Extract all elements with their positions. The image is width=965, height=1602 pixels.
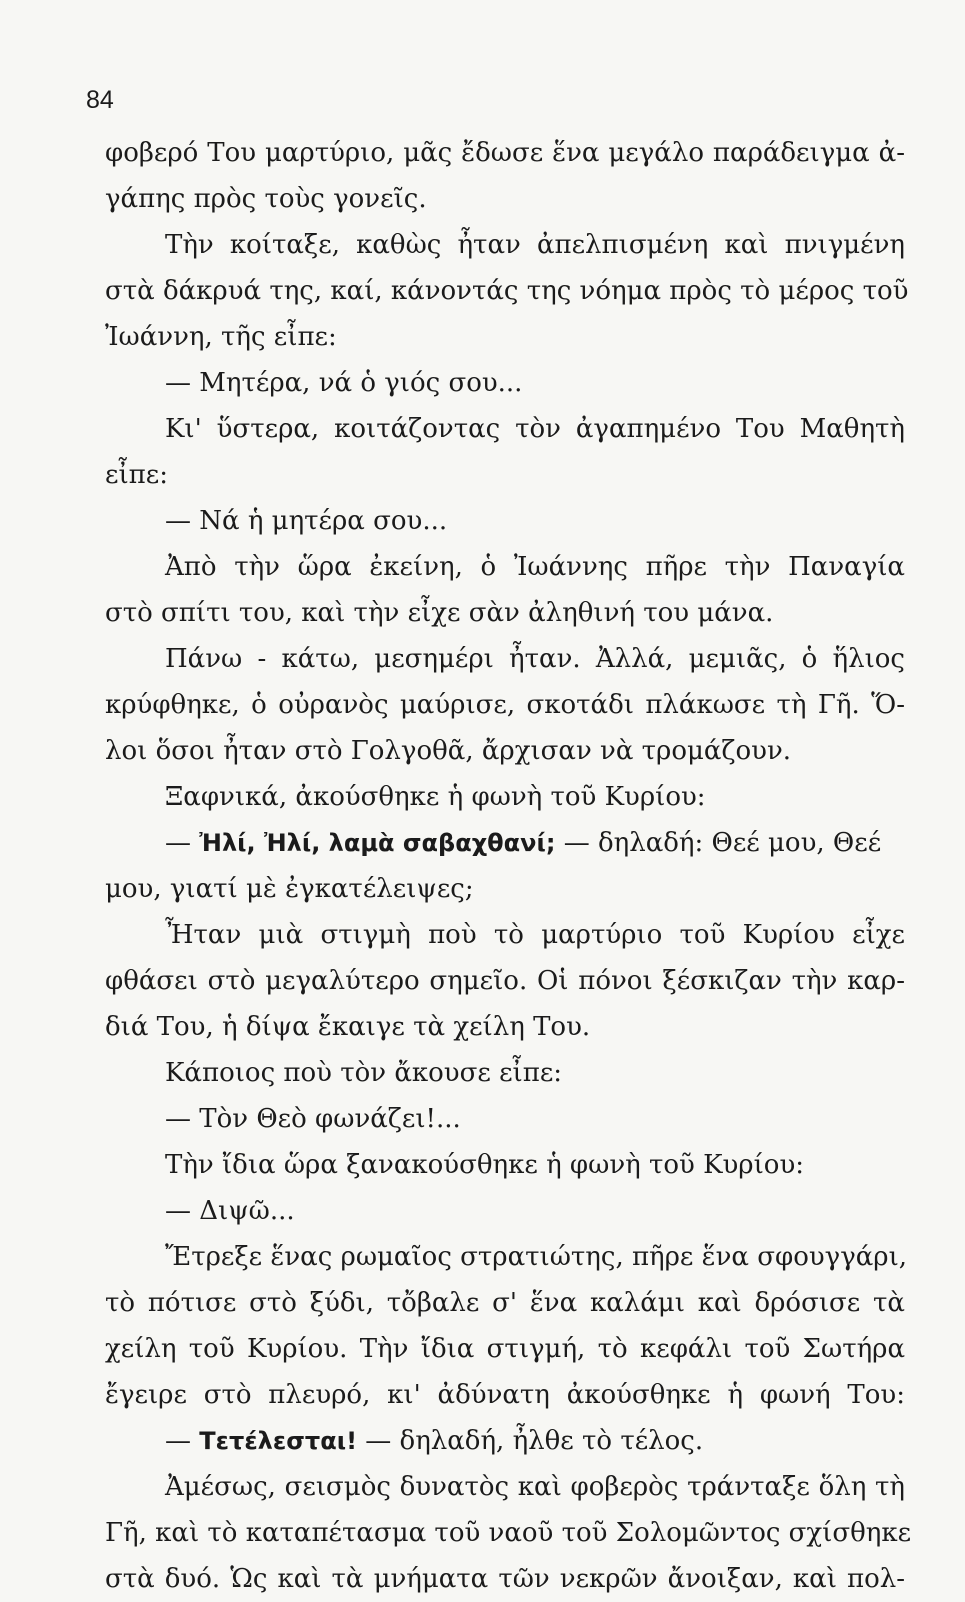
text-line: Ἀμέσως, σεισμὸς δυνατὸς καὶ φοβερὸς τράνταξε ὅλη τὴ (165, 1472, 905, 1502)
text-line: γάπης πρὸς τοὺς γονεῖς. (105, 184, 427, 214)
page-number: 84 (86, 86, 114, 114)
text-line: — Μητέρα, νά ὁ γιός σου... (165, 368, 523, 398)
text-line: στὰ δυό. Ὡς καὶ τὰ μνήματα τῶν νεκρῶν ἄνοιξαν, καὶ πολ- (105, 1564, 905, 1594)
text-line: στὰ δάκρυά της, καί, κάνοντάς της νόημα πρὸς τὸ μέρος τοῦ (105, 276, 909, 306)
text-line: Γῆ, καὶ τὸ καταπέτασμα τοῦ ναοῦ τοῦ Σολομῶντος σχίσθηκε (105, 1518, 912, 1548)
text-line: μου, γιατί μὲ ἐγκατέλειψες; (105, 874, 474, 904)
text-line: — Νά ἡ μητέρα σου... (165, 506, 448, 536)
text-line-tetelestai (105, 1418, 905, 1464)
dash: — (165, 828, 200, 858)
text-line: χείλη τοῦ Κυρίου. Τὴν ἴδια στιγμή, τὸ κεφάλι τοῦ Σωτήρα (105, 1334, 905, 1364)
text-rest: — δηλαδή, ἦλθε τὸ τέλος. (357, 1426, 704, 1456)
text-line: διά Του, ἡ δίψα ἔκαιγε τὰ χείλη Του. (105, 1012, 591, 1042)
text-rest: — δηλαδή: Θεέ μου, Θεέ (555, 828, 882, 858)
text-line: Τὴν κοίταξε, καθὼς ἦταν ἀπελπισμένη καὶ πνιγμένη (165, 230, 905, 260)
text-line: — Τὸν Θεὸ φωνάζει!... (165, 1104, 461, 1134)
bold-phrase: Ἠλί, Ἠλί, λαμὰ σαβαχθανί; (199, 829, 556, 857)
text-line: Κι' ὕστερα, κοιτάζοντας τὸν ἀγαπημένο Του Μαθητὴ (165, 414, 905, 444)
text-line: Ἀπὸ τὴν ὥρα ἐκείνη, ὁ Ἰωάννης πῆρε τὴν Παναγία (165, 552, 905, 582)
text-line: τὸ πότισε στὸ ξύδι, τὄβαλε σ' ἕνα καλάμι καὶ δρόσισε τὰ (105, 1288, 905, 1318)
text-line: Ἔτρεξε ἕνας ρωμαῖος στρατιώτης, πῆρε ἕνα σφουγγάρι, (165, 1242, 908, 1272)
text-line: λοι ὅσοι ἦταν στὸ Γολγοθᾶ, ἄρχισαν νὰ τρομάζουν. (105, 736, 792, 766)
text-line: Ἰωάννη, τῆς εἶπε: (105, 322, 337, 352)
body-text (105, 130, 912, 1602)
text-line: Πάνω - κάτω, μεσημέρι ἦταν. Ἀλλά, μεμιᾶς, ὁ ἥλιος (165, 644, 905, 674)
text-line: φοβερό Του μαρτύριο, μᾶς ἔδωσε ἕνα μεγάλο παράδειγμα ἀ- (105, 138, 905, 168)
text-line: ἔγειρε στὸ πλευρό, κι' ἀδύνατη ἀκούσθηκε ἡ φωνή Του: (105, 1380, 905, 1410)
text-line: εἶπε: (105, 460, 168, 490)
bold-phrase: Τετέλεσται! (199, 1427, 358, 1455)
text-line: Ἦταν μιὰ στιγμὴ ποὺ τὸ μαρτύριο τοῦ Κυρίου εἶχε (165, 920, 905, 950)
text-line: — Διψῶ... (165, 1196, 295, 1226)
text-line: Ξαφνικά, ἀκούσθηκε ἡ φωνὴ τοῦ Κυρίου: (165, 782, 706, 812)
text-line: Κάποιος ποὺ τὸν ἄκουσε εἶπε: (165, 1058, 563, 1088)
text-line: φθάσει στὸ μεγαλύτερο σημεῖο. Οἱ πόνοι ξέσκιζαν τὴν καρ- (105, 966, 905, 996)
text-line: στὸ σπίτι του, καὶ τὴν εἶχε σὰν ἀληθινή του μάνα. (105, 598, 774, 628)
dash: — (165, 1426, 200, 1456)
text-line: κρύφθηκε, ὁ οὐρανὸς μαύρισε, σκοτάδι πλάκωσε τὴ Γῆ. Ὅ- (105, 690, 905, 720)
text-line: Τὴν ἴδια ὥρα ξανακούσθηκε ἡ φωνὴ τοῦ Κυρίου: (165, 1150, 805, 1180)
text-line-eli (105, 820, 905, 866)
